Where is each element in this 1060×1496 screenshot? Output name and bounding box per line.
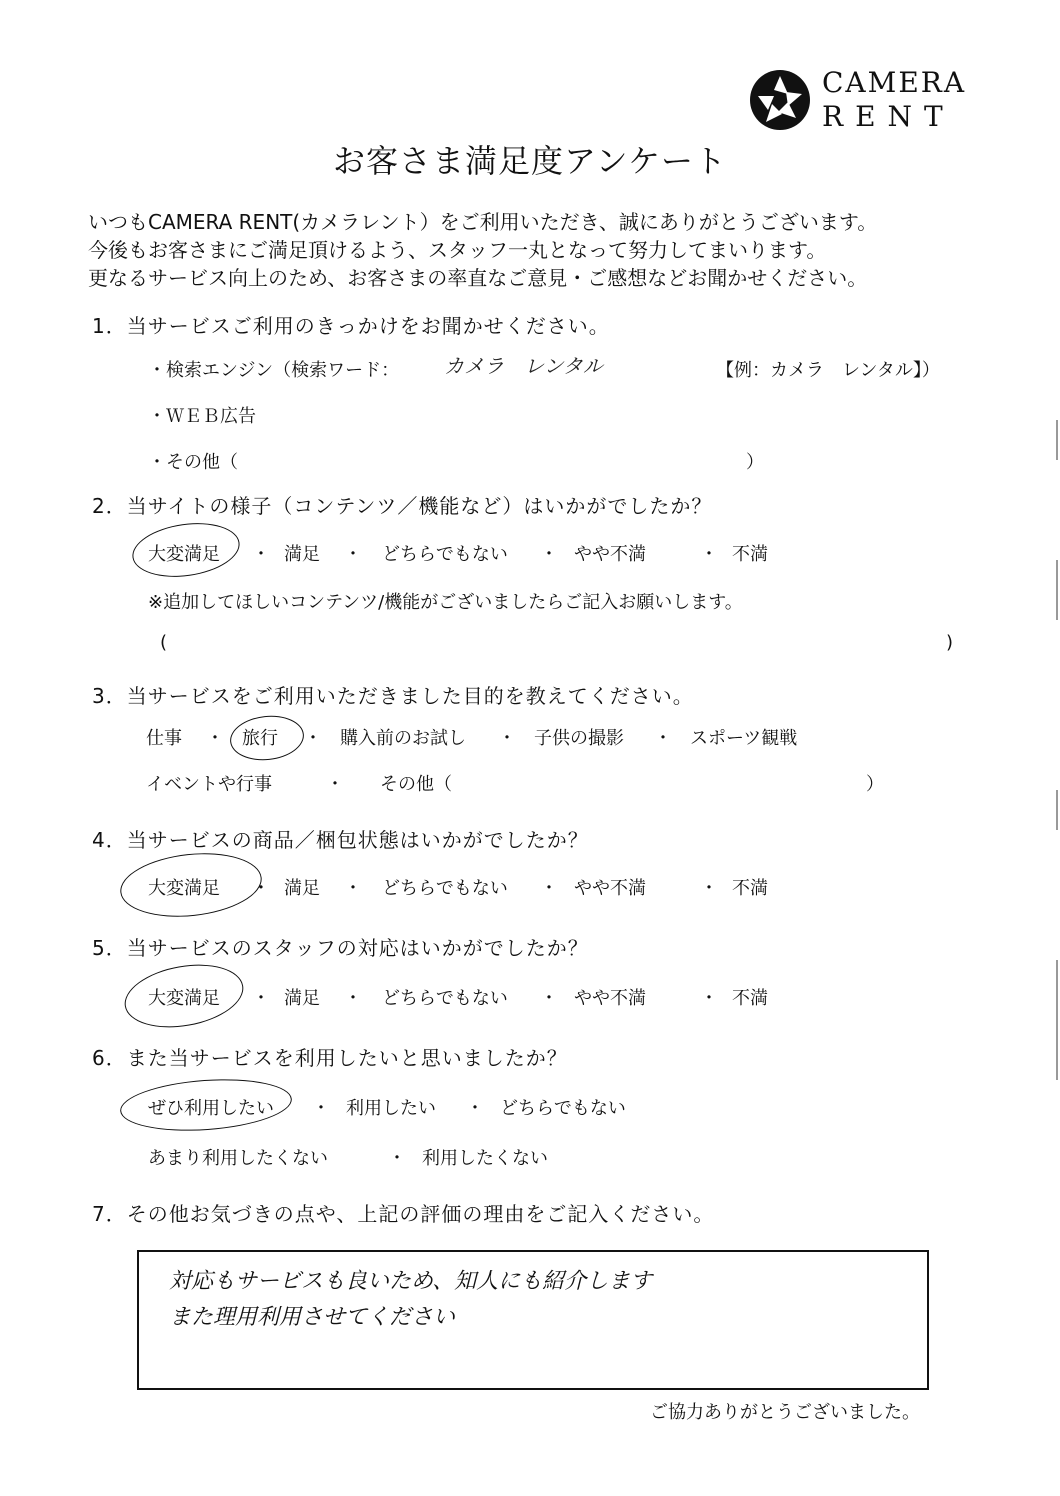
thanks-message: ご協力ありがとうございました。 [650,1402,920,1423]
q5-option-dissatisfied: 不満 [732,988,768,1009]
logo-line2: RENT [822,100,955,133]
q6-option-neutral: どちらでもない [500,1098,626,1119]
q3-option-other: その他（ [380,774,452,795]
question-6-label: 6．また当サービスを利用したいと思いましたか？ [92,1046,568,1070]
separator: ・ [344,878,362,899]
question-3-label: 3．当サービスをご利用いただきました目的を教えてください。 [92,684,694,708]
page-title: お客さま満足度アンケート [332,142,728,180]
separator: ・ [540,878,558,899]
q4-option-somewhat-dissatisfied: やや不満 [574,878,646,899]
separator: ・ [388,1148,406,1169]
q3-option-sports: スポーツ観戦 [690,728,798,749]
q2-option-very-satisfied: 大変満足 [148,544,220,565]
scan-edge-mark [1056,420,1058,460]
q2-option-dissatisfied: 不満 [732,544,768,565]
q2-paren-close: ) [946,632,954,653]
q2-note: ※追加してほしいコンテンツ/機能がございましたらご記入お願いします。 [148,592,743,613]
separator: ・ [252,878,270,899]
question-4-label: 4．当サービスの商品／梱包状態はいかがでしたか？ [92,828,589,852]
separator: ・ [206,728,224,749]
separator: ・ [700,988,718,1009]
q6-option-not-want: 利用したくない [422,1148,548,1169]
scan-edge-mark [1056,560,1058,620]
separator: ・ [326,774,344,795]
q1-web-ad: ・ＷＥＢ広告 [148,406,256,427]
q5-option-somewhat-dissatisfied: やや不満 [574,988,646,1009]
q3-option-children: 子供の撮影 [534,728,624,749]
q4-option-very-satisfied: 大変満足 [148,878,220,899]
q3-option-travel: 旅行 [242,728,278,749]
q1-search-answer: カメラ レンタル [444,354,603,378]
question-5-label: 5．当サービスのスタッフの対応はいかがでしたか？ [92,936,589,960]
q4-option-neutral: どちらでもない [382,878,508,899]
q2-paren-open: ( [160,632,168,653]
q5-option-neutral: どちらでもない [382,988,508,1009]
separator: ・ [540,544,558,565]
question-7-label: 7．その他お気づきの点や、上記の評価の理由をご記入ください。 [92,1202,715,1226]
q1-search-engine-label: ・検索エンジン（検索ワード： [148,360,400,381]
q3-option-events: イベントや行事 [146,774,272,795]
separator: ・ [252,544,270,565]
q6-option-want: 利用したい [346,1098,436,1119]
aperture-icon [748,68,812,132]
camera-rent-logo [748,64,967,136]
separator: ・ [344,988,362,1009]
question-1-label: 1．当サービスご利用のきっかけをお聞かせください。 [92,314,610,338]
separator: ・ [344,544,362,565]
comment-box [137,1250,929,1390]
separator: ・ [498,728,516,749]
q2-option-neutral: どちらでもない [382,544,508,565]
scan-edge-mark [1056,960,1058,1080]
separator: ・ [466,1098,484,1119]
q3-option-work: 仕事 [146,728,182,749]
intro-line-1: いつもCAMERA RENT(カメラレント）をご利用いただき、誠にありがとうございます。 [88,210,878,234]
q5-option-very-satisfied: 大変満足 [148,988,220,1009]
separator: ・ [304,728,322,749]
q2-option-satisfied: 満足 [284,544,320,565]
q6-option-not-much: あまり利用したくない [148,1148,328,1169]
q3-other-close: ） [866,774,884,795]
comment-line-1: 対応もサービスも良いため、知人にも紹介します [169,1269,653,1294]
q1-other-close: ） [746,452,764,473]
q1-other-label: ・その他（ [148,452,238,473]
separator: ・ [654,728,672,749]
scan-edge-mark [1056,790,1058,830]
q4-option-dissatisfied: 不満 [732,878,768,899]
logo-line1: CAMERA [822,66,967,99]
q2-option-somewhat-dissatisfied: やや不満 [574,544,646,565]
separator: ・ [540,988,558,1009]
intro-line-2: 今後もお客さまにご満足頂けるよう、スタッフ一丸となって努力してまいります。 [88,238,827,262]
separator: ・ [312,1098,330,1119]
q1-search-example: 【例：カメラ レンタル】） [716,360,940,381]
separator: ・ [252,988,270,1009]
q5-option-satisfied: 満足 [284,988,320,1009]
comment-line-2: また理用利用させてください [169,1305,456,1330]
question-2-label: 2．当サイトの様子（コンテンツ／機能など）はいかがでしたか？ [92,494,713,518]
separator: ・ [700,544,718,565]
intro-line-3: 更なるサービス向上のため、お客さまの率直なご意見・ご感想などお聞かせください。 [88,266,868,290]
q4-option-satisfied: 満足 [284,878,320,899]
separator: ・ [700,878,718,899]
q6-option-definitely: ぜひ利用したい [148,1098,274,1119]
q3-option-trial: 購入前のお試し [340,728,466,749]
